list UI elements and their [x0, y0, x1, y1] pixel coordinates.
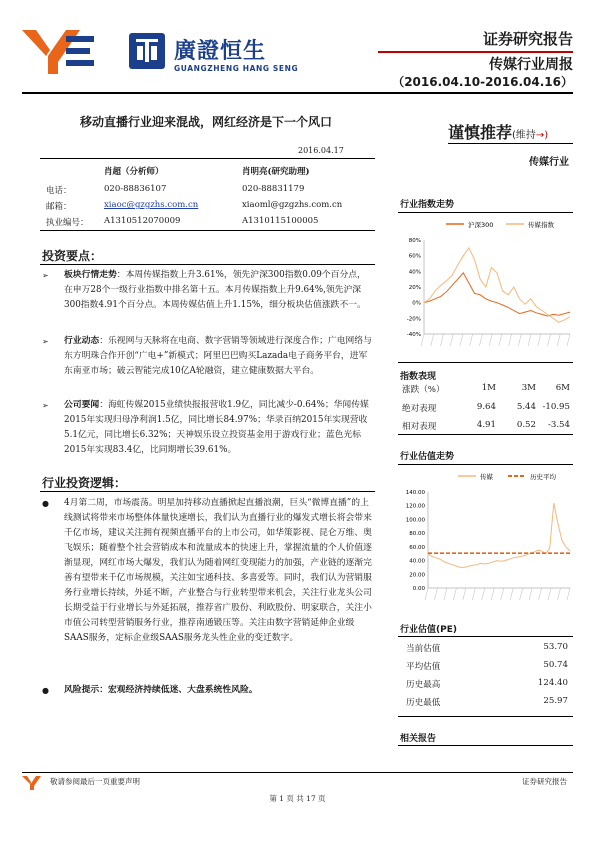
- phone-label: 电话：: [46, 186, 72, 196]
- footer-logo-icon: [22, 776, 42, 790]
- x-tick-mark: [529, 588, 532, 600]
- x-tick-mark: [431, 334, 434, 346]
- y-tick-label: 140.00: [405, 490, 425, 496]
- report-period: （2016.04.10-2016.04.16）: [392, 75, 573, 89]
- x-tick-mark: [434, 588, 437, 600]
- y-tick-label: 80.00: [409, 531, 425, 538]
- ye-logo-icon: [22, 28, 98, 74]
- dot-bullet-icon: ●: [42, 686, 49, 695]
- license-label: 执业编号：: [46, 218, 89, 228]
- legend-media: 传媒: [480, 473, 493, 481]
- index-x-ticks: [421, 334, 570, 346]
- x-tick-mark: [528, 334, 531, 346]
- rating-divider: [448, 143, 573, 144]
- valuation-y-axis: [406, 490, 570, 592]
- industry-label: 传媒行业: [529, 157, 569, 168]
- investment-item-2: ➢ 行业动态：乐视网与天脉将在电商、数字营销等领域进行深度合作；广电网络与东方明珠合作开创“广电+”新模式；阿里巴巴购买Lazada电子商务平台，进军东南亚市场；破云智能完成10亿A轮融资，建立健康数据大平台。: [42, 336, 372, 376]
- index-legend: [446, 220, 555, 229]
- logic-heading: 行业投资逻辑：: [42, 476, 127, 490]
- seal-icon: [128, 32, 166, 70]
- top-divider: [22, 92, 573, 94]
- y-tick-label: 120.00: [405, 503, 425, 510]
- x-tick-mark: [567, 588, 570, 600]
- val-bottom-rule: [398, 716, 573, 717]
- related-reports-heading: 相关报告: [400, 734, 437, 744]
- y-tick-label: 100.00: [405, 517, 425, 524]
- header-red-rule: [378, 51, 573, 53]
- related-rule: [398, 745, 573, 746]
- x-tick-mark: [518, 334, 521, 346]
- x-tick-mark: [491, 588, 494, 600]
- arrow-bullet-icon: ➢: [42, 401, 49, 410]
- x-tick-mark: [510, 588, 513, 600]
- valuation-trend-chart: [398, 468, 576, 614]
- x-tick-mark: [440, 334, 443, 346]
- license-1: A1310512070009: [104, 216, 181, 226]
- x-tick-mark: [460, 334, 463, 346]
- risk-note: ● 风险提示：宏观经济持续低迷、大盘系统性风险。: [42, 683, 360, 699]
- x-tick-mark: [453, 588, 456, 600]
- val-top-rule: [398, 636, 573, 637]
- logic-paragraph: ● 4月第二周，市场震荡。明星加持移动直播掀起直播浪潮，巨头“微博直播”的上线测试将带来市场整体体量快速增长，我们认为直播行业的爆发式增长将会带来千亿市场，建议关注拥有视频直播平台的上市公司，如华策影视、昆仑万维、奥飞娱乐；随着整个社会营销成本和流量成本的快速上升，掌握流量的个人价值逐渐显现，网红市场大爆发，我们认为随着网红变现能力的加强，产业链的逐渐完善有望带来千亿市场规模，关注如宝通科技、多喜爱等。同时，我们认为营销服务行业增长持续，外延不断，产业整合与行业转型带来机会，关注行业龙头公司长期受益于行业增长与外延拓展，推荐省广股份、利欧股份、明家联合，关注小市值公司转型营销服务行业，推荐南通锻压等。关注由数字营销延伸企业级SAAS服务，定标企业级SAAS服务龙头性企业的变迁数字。: [42, 498, 372, 643]
- y-tick-label: 80%: [408, 238, 421, 244]
- media-pe-line: [428, 503, 570, 567]
- y-tick-label: 60.00: [409, 544, 425, 551]
- x-tick-mark: [520, 588, 523, 600]
- x-tick-mark: [450, 334, 453, 346]
- analyst-bottom-rule: [40, 230, 375, 231]
- x-tick-mark: [444, 588, 447, 600]
- x-tick-mark: [538, 334, 541, 346]
- rating-main: 谨慎推荐: [448, 123, 513, 142]
- x-tick-mark: [499, 334, 502, 346]
- x-tick-mark: [472, 588, 475, 600]
- company-name-en: GUANGZHENG HANG SENG: [174, 64, 299, 73]
- license-2: A1310115100005: [242, 216, 319, 226]
- footer-disclaimer: 敬请参阅最后一页重要声明: [50, 777, 140, 786]
- phone-1: 020-88836107: [104, 184, 167, 194]
- x-tick-mark: [548, 588, 551, 600]
- legend-media-index: 传媒指数: [528, 221, 554, 229]
- valuation-x-ticks: [425, 588, 570, 600]
- x-tick-mark: [489, 334, 492, 346]
- valuation-legend: [458, 472, 557, 481]
- y-tick-label: 60%: [408, 253, 421, 260]
- y-tick-label: 0.00: [412, 586, 425, 592]
- legend-hist-avg: 历史平均: [530, 473, 556, 481]
- perf-top-rule: [398, 362, 573, 363]
- y-tick-label: 40%: [408, 269, 421, 276]
- index-trend-chart: [398, 216, 576, 350]
- legend-hs300: 沪深300: [468, 221, 494, 229]
- x-tick-mark: [557, 334, 560, 346]
- investment-heading: 投资要点：: [42, 249, 103, 263]
- rating-sub: (维持: [512, 130, 536, 141]
- email-link-1[interactable]: xiaoc@gzgzhs.com.cn: [104, 200, 199, 210]
- index-y-axis: [407, 238, 570, 338]
- x-tick-mark: [558, 588, 561, 600]
- footer-report-type: 证券研究报告: [522, 777, 567, 786]
- y-tick-label: 0%: [412, 300, 421, 307]
- y-tick-label: 20.00: [409, 572, 425, 579]
- report-type: 证券研究报告: [482, 30, 573, 48]
- logic-rule: [40, 491, 375, 492]
- x-tick-mark: [509, 334, 512, 346]
- perf-row-absolute: 绝对表现 9.64 5.44 -10.95: [402, 402, 570, 414]
- investment-rule: [40, 264, 375, 265]
- x-tick-mark: [482, 588, 485, 600]
- email-label: 邮箱：: [46, 202, 72, 212]
- phone-2: 020-88831179: [242, 184, 305, 194]
- x-tick-mark: [548, 334, 551, 346]
- report-subtitle: 传媒行业周报: [489, 57, 573, 73]
- val-trend-heading: 行业估值走势: [400, 452, 455, 462]
- x-tick-mark: [463, 588, 466, 600]
- val-row-high: 历史最高 124.40: [406, 678, 568, 690]
- x-tick-mark: [421, 334, 424, 346]
- y-tick-label: 40.00: [409, 558, 425, 565]
- perf-header-row: 涨跌（%） 1M 3M 6M: [402, 383, 570, 395]
- y-tick-label: -40%: [406, 332, 421, 338]
- val-heading: 行业估值(PE): [400, 625, 457, 635]
- email-2: xiaoml@gzgzhs.com.cn: [242, 200, 343, 210]
- page-number: 第 1 页 共 17 页: [269, 794, 326, 803]
- rating: [448, 120, 548, 143]
- x-tick-mark: [470, 334, 473, 346]
- x-tick-mark: [539, 588, 542, 600]
- investment-item-3: ➢ 公司要闻：海虹传媒2015业绩快报报营收1.9亿，同比减少-0.64%；华闻传媒2015年实现归母净利润1.5亿，同比增长84.97%；华录百纳2015年实现营收5.1亿元，同比增长6.32%；天神娱乐设立投资基金用于游戏行业；蓝色光标2015年实现83.4亿，比同期增长39.61%。: [42, 400, 369, 455]
- x-tick-mark: [567, 334, 570, 346]
- investment-item-1: ➢ 板块行情走势：本周传媒指数上升3.61%，领先沪深300指数0.09个百分点，在申万28个一级行业指数中排名第十五。本月传媒指数上升9.64%,领先沪深300指数4.91个百分点。本周传媒估值上升1.15%，细分板块估值涨跌不一。: [42, 270, 366, 310]
- company-name-cn: 廣證恒生: [174, 39, 267, 64]
- perf-heading: 指数表现: [400, 372, 437, 382]
- dot-bullet-icon: ●: [42, 499, 49, 508]
- analyst-name-2: 肖明亮(研究助理): [242, 167, 310, 177]
- report-date: 2016.04.17: [298, 146, 344, 155]
- analyst-top-rule: [40, 158, 375, 159]
- perf-bottom-rule: [398, 434, 573, 435]
- x-tick-mark: [425, 588, 428, 600]
- y-tick-label: -20%: [406, 316, 421, 323]
- y-tick-label: 20%: [408, 285, 421, 291]
- arrow-bullet-icon: ➢: [42, 337, 49, 346]
- index-series: [424, 248, 570, 322]
- x-tick-mark: [501, 588, 504, 600]
- val-trend-rule: [398, 464, 573, 465]
- report-title: 移动直播行业迎来混战，网红经济是下一个风口: [80, 115, 333, 129]
- val-row-average: 平均估值 50.74: [406, 660, 568, 672]
- rating-arrow: →): [535, 130, 549, 141]
- val-row-low: 历史最低 25.97: [406, 696, 568, 708]
- media-index-line: [424, 248, 570, 322]
- val-row-current: 当前估值 53.70: [406, 642, 568, 654]
- index-trend-rule: [398, 212, 573, 213]
- perf-row-relative: 相对表现 4.91 0.52 -3.54: [402, 420, 570, 432]
- valuation-series: [428, 503, 570, 567]
- footer-rule: [22, 772, 573, 773]
- arrow-bullet-icon: ➢: [42, 271, 49, 280]
- analyst-name-1: 肖超（分析师）: [104, 167, 164, 177]
- hs300-line: [424, 273, 570, 316]
- index-trend-heading: 行业指数走势: [400, 200, 455, 210]
- x-tick-mark: [479, 334, 482, 346]
